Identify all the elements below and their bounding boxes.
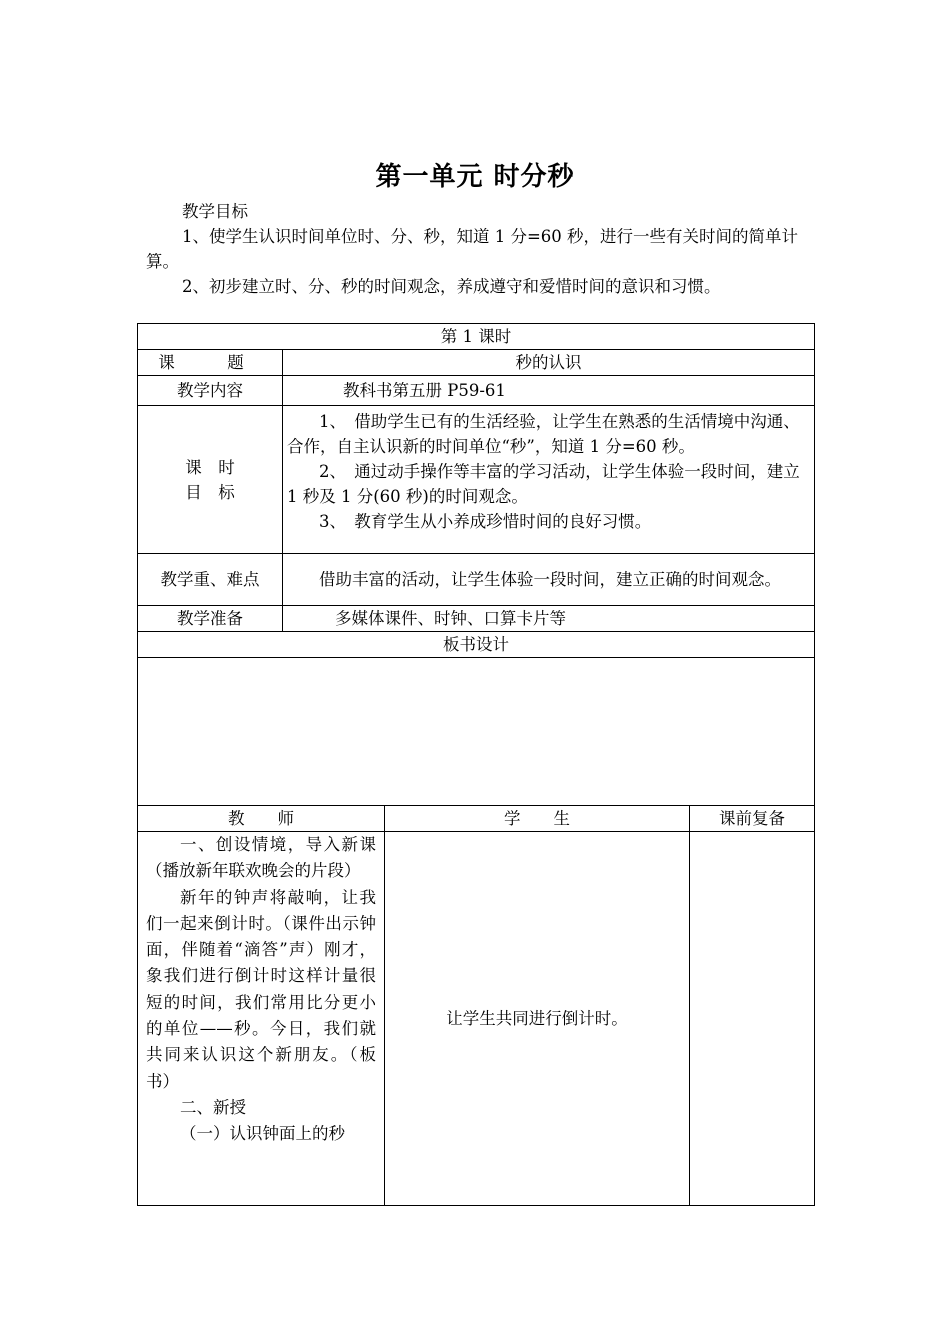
prep-value: 多媒体课件、时钟、口算卡片等: [283, 606, 815, 632]
objective-2: 2、初步建立时、分、秒的时间观念，养成遵守和爱惜时间的意识和习惯。: [182, 277, 721, 296]
goals-content: [283, 406, 815, 554]
content-label: 教学内容: [138, 376, 283, 406]
board-design-header: 板书设计: [138, 632, 815, 658]
teacher-activities: [138, 832, 385, 1206]
student-column-header: 学 生: [385, 806, 690, 832]
student-activities: 让学生共同进行倒计时。: [385, 832, 690, 1206]
teacher-paragraph: （一）认识钟面上的秒: [180, 1124, 345, 1144]
goals-label-line-1: 课 时: [185, 457, 235, 477]
keypoints-text: 借助丰富的活动，让学生体验一段时间，建立正确的时间观念。: [319, 570, 781, 589]
goal-item: 1、 借助学生已有的生活经验，让学生在熟悉的生活情境中沟通、合作，自主认识新的时间单位“秒”，知道 1 分=60 秒。: [287, 412, 800, 456]
topic-value: 秒的认识: [283, 350, 815, 376]
keypoints-label: 教学重、难点: [138, 554, 283, 606]
goals-label-line-2: 目 标: [185, 482, 235, 502]
prep-label: 教学准备: [138, 606, 283, 632]
teaching-objectives: [146, 199, 810, 299]
review-notes: [690, 832, 815, 1206]
board-design-area: [138, 658, 815, 806]
lesson-header: 第 1 课时: [138, 324, 815, 350]
teacher-paragraph: 二、新授: [180, 1097, 246, 1117]
teacher-paragraph: 新年的钟声将敲响，让我们一起来倒计时。（课件出示钟面，伴随着“滴答”声）刚才，象我们进行倒计时这样计量很短的时间，我们常用比分更小的单位——秒。今日，我们就共同来认识这个新朋友。（板书）: [146, 887, 376, 1091]
review-column-header: 课前复备: [690, 806, 815, 832]
content-value: 教科书第五册 P59-61: [283, 376, 815, 406]
topic-label: 课 题: [138, 350, 283, 376]
objective-1: 1、使学生认识时间单位时、分、秒，知道 1 分=60 秒，进行一些有关时间的简单计算。: [146, 227, 799, 271]
goals-label: [138, 406, 283, 554]
keypoints-content: [283, 554, 815, 606]
objectives-heading: 教学目标: [182, 202, 248, 221]
page-title: 第一单元 时分秒: [375, 162, 575, 192]
goal-item: 2、 通过动手操作等丰富的学习活动，让学生体验一段时间，建立 1 秒及 1 分(60 秒)的时间观念。: [287, 462, 800, 506]
goal-item: 3、 教育学生从小养成珍惜时间的良好习惯。: [319, 512, 652, 531]
lesson-plan-table: [137, 323, 815, 1206]
teacher-paragraph: 一、创设情境，导入新课（播放新年联欢晚会的片段）: [146, 835, 376, 881]
teacher-column-header: 教 师: [138, 806, 385, 832]
